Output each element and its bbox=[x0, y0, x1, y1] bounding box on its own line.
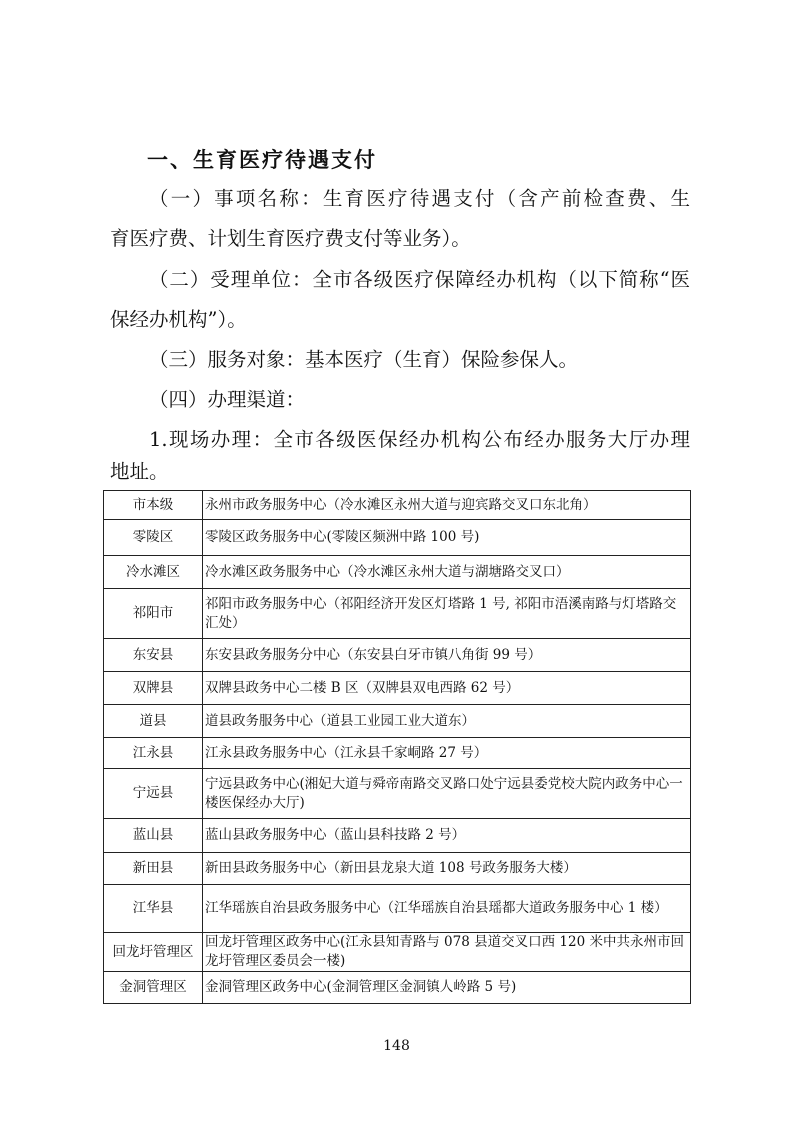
paragraph-accepting-unit-line1: （二）受理单位：全市各级医疗保障经办机构（以下简称“医 bbox=[149, 268, 690, 291]
address-cell: 宁远县政务中心(湘妃大道与舜帝南路交叉路口处宁远县委党校大院内政务中心一楼医保经办大厅) bbox=[203, 769, 691, 819]
address-cell: 道县政务服务中心（道县工业园工业大道东） bbox=[203, 705, 691, 738]
table-row bbox=[104, 885, 691, 933]
table-row bbox=[104, 933, 691, 972]
page-number: 148 bbox=[383, 1038, 410, 1054]
area-cell: 祁阳市 bbox=[104, 589, 203, 639]
address-cell: 江华瑶族自治县政务服务中心（江华瑶族自治县瑶都大道政务服务中心 1 楼） bbox=[203, 885, 691, 933]
paragraph-accepting-unit-line2: 保经办机构”）。 bbox=[110, 308, 247, 331]
area-cell: 东安县 bbox=[104, 639, 203, 672]
address-cell: 回龙圩管理区政务中心(江永县知青路与 078 县道交叉口西 120 米中共永州市回龙圩管理区委员会一楼) bbox=[203, 933, 691, 972]
table-row bbox=[104, 556, 691, 589]
paragraph-onsite-line2: 地址。 bbox=[110, 460, 169, 483]
table-row bbox=[104, 589, 691, 639]
area-cell: 新田县 bbox=[104, 853, 203, 885]
area-cell: 道县 bbox=[104, 705, 203, 738]
area-cell: 回龙圩管理区 bbox=[104, 933, 203, 972]
address-cell: 金洞管理区政务中心(金洞管理区金洞镇人岭路 5 号) bbox=[203, 972, 691, 1004]
area-cell: 冷水滩区 bbox=[104, 556, 203, 589]
table-row bbox=[104, 738, 691, 769]
paragraph-channels: （四）办理渠道： bbox=[149, 388, 306, 411]
table-row bbox=[104, 769, 691, 819]
paragraph-item-name-line1: （一）事项名称：生育医疗待遇支付（含产前检查费、生 bbox=[149, 187, 690, 210]
address-cell: 冷水滩区政务服务中心（冷水滩区永州大道与湖塘路交叉口） bbox=[203, 556, 691, 589]
table-row bbox=[104, 520, 691, 556]
table-row bbox=[104, 819, 691, 853]
address-cell: 永州市政务服务中心（冷水滩区永州大道与迎宾路交叉口东北角） bbox=[203, 491, 691, 520]
area-cell: 宁远县 bbox=[104, 769, 203, 819]
area-cell: 金洞管理区 bbox=[104, 972, 203, 1004]
area-cell: 蓝山县 bbox=[104, 819, 203, 853]
area-cell: 江永县 bbox=[104, 738, 203, 769]
table-row bbox=[104, 639, 691, 672]
address-cell: 祁阳市政务服务中心（祁阳经济开发区灯塔路 1 号, 祁阳市浯溪南路与灯塔路交汇处） bbox=[203, 589, 691, 639]
address-cell: 东安县政务服务分中心（东安县白牙市镇八角街 99 号） bbox=[203, 639, 691, 672]
area-cell: 市本级 bbox=[104, 491, 203, 520]
table-row bbox=[104, 672, 691, 705]
area-cell: 江华县 bbox=[104, 885, 203, 933]
address-cell: 双牌县政务中心二楼 B 区（双牌县双电西路 62 号） bbox=[203, 672, 691, 705]
address-cell: 蓝山县政务服务中心（蓝山县科技路 2 号） bbox=[203, 819, 691, 853]
service-hall-address-table bbox=[103, 490, 691, 1004]
address-cell: 零陵区政务服务中心(零陵区频洲中路 100 号) bbox=[203, 520, 691, 556]
paragraph-service-target: （三）服务对象：基本医疗（生育）保险参保人。 bbox=[149, 348, 579, 371]
table-row bbox=[104, 705, 691, 738]
table-row bbox=[104, 491, 691, 520]
paragraph-onsite-line1: 1.现场办理：全市各级医保经办机构公布经办服务大厅办理 bbox=[149, 428, 690, 451]
address-cell: 新田县政务服务中心（新田县龙泉大道 108 号政务服务大楼） bbox=[203, 853, 691, 885]
paragraph-item-name-line2: 育医疗费、计划生育医疗费支付等业务）。 bbox=[110, 227, 471, 250]
table-row bbox=[104, 972, 691, 1004]
address-cell: 江永县政务服务中心（江永县千家峒路 27 号） bbox=[203, 738, 691, 769]
table-row bbox=[104, 853, 691, 885]
section-heading: 一、生育医疗待遇支付 bbox=[147, 148, 377, 172]
area-cell: 零陵区 bbox=[104, 520, 203, 556]
area-cell: 双牌县 bbox=[104, 672, 203, 705]
